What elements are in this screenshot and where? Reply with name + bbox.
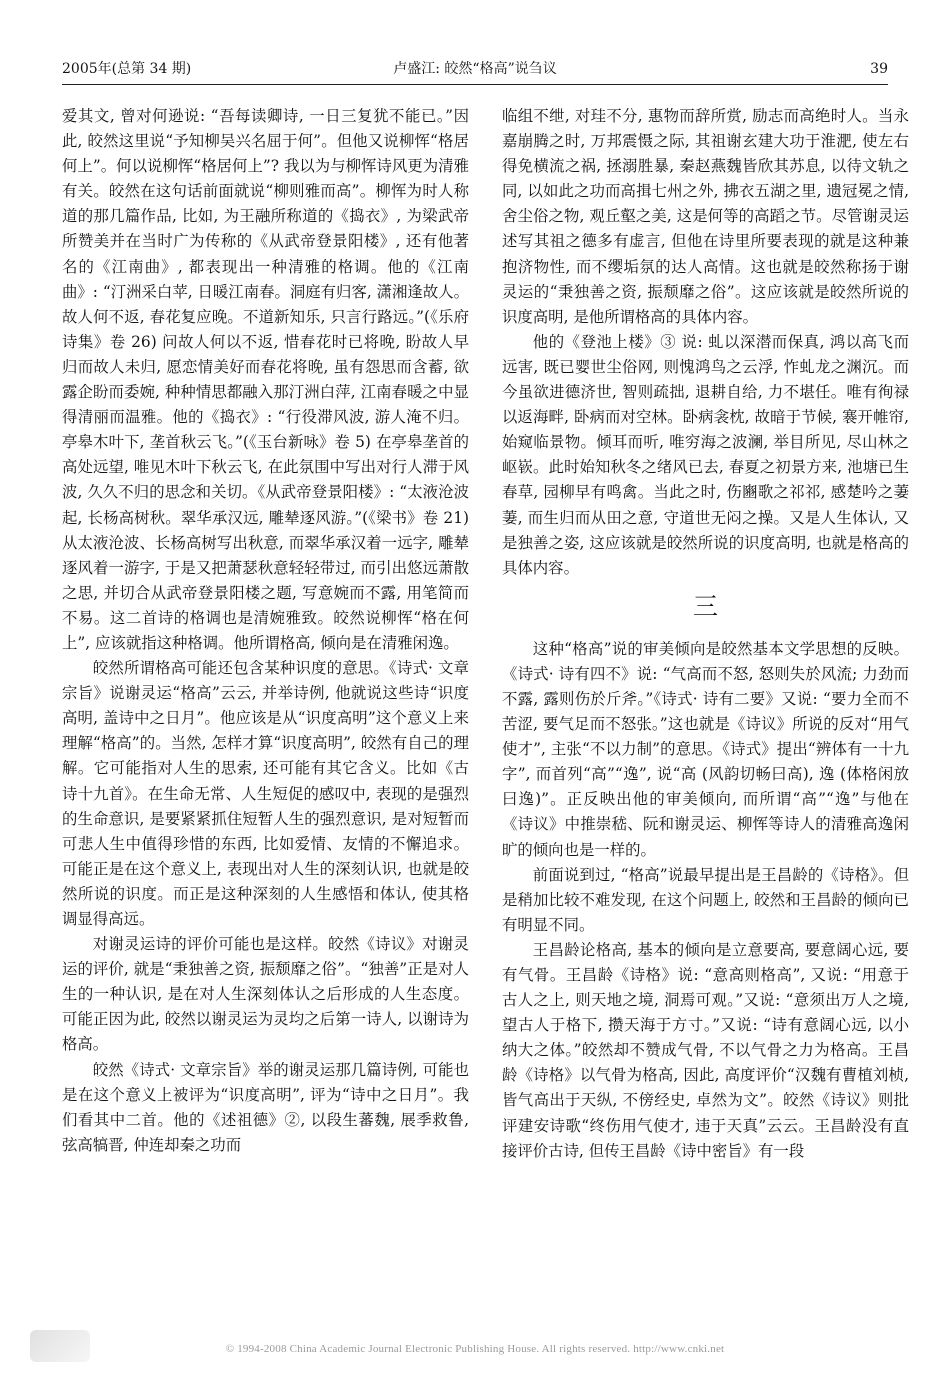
paragraph: 他的《登池上楼》③ 说: 虬以深潜而保真, 鸿以高飞而远害, 既已婴世尘俗网, 则愧鸿鸟之云浮, 怍虬龙之渊沉。而今虽欲进德济世, 智则疏拙, 退耕自给, 力不堪任。唯有徇禄以返海畔, 卧病而对空林。卧病衾枕, 故暗于节候, 褰开帷帘, 始窥临景物。倾耳而听, 唯穷海之波澜, 举目所见, 尽山林之岖嵚。此时始知秋冬之绪风已去, 春夏之初景方来, 池塘已生春草, 园柳早有鸣禽。当此之时, 伤豳歌之祁祁, 感楚吟之萋萋, 而生归而从田之意, 守道世无闷之操。又是人生体认, 又是独善之姿, 这应该就是皎然所说的识度高明, 也就是格高的具体内容。 — [502, 332, 909, 577]
section-heading: 三 — [692, 591, 718, 621]
paragraph: 对谢灵运诗的评价可能也是这样。皎然《诗议》对谢灵运的评价, 就是“秉独善之资, 振颓靡之俗”。“独善”正是对人生的一种认识, 是在对人生深刻体认之后形成的人生态度。可能正因为此, 皎然以谢灵运为灵均之后第一诗人, 以谢诗为格高。 — [62, 935, 469, 1054]
page-number: 39 — [870, 61, 888, 77]
journal-issue: 2005年(总第 34 期) — [62, 61, 192, 77]
right-column-upper — [502, 104, 909, 581]
paragraph: 皎然《诗式· 文章宗旨》举的谢灵运那几篇诗例, 可能也是在这个意义上被评为“识度高明”, 评为“诗中之日月”。我们看其中二首。他的《述祖德》②, 以段生蕃魏, 展季救鲁, 弦高犒晋, 仲连却秦之功而 — [62, 1060, 469, 1154]
header-rule — [62, 84, 888, 85]
right-column-lower — [502, 637, 909, 1164]
paragraph: 皎然所谓格高可能还包含某种识度的意思。《诗式· 文章宗旨》说谢灵运“格高”云云, 并举诗例, 他就说这些诗“识度高明, 盖诗中之日月”。他应该是从“识度高明”这个意义上来理解“格高”的。当然, 怎样才算“识度高明”, 皎然有自己的理解。它可能指对人生的思索, 还可能有其它含义。比如《古诗十九首》。在生命无常、人生短促的感叹中, 表现的是强烈的生命意识, 是要紧紧抓住短暂人生的强烈意识, 是对短暂而可悲人生中值得珍惜的东西, 比如爱情、友情的不懈追求。可能正是在这个意义上, 表现出对人生的深刻认识, 也就是皎然所说的识度。而正是这种深刻的人生感悟和体认, 使其格调显得高远。 — [62, 659, 469, 928]
continued-paragraph: 临组不绁, 对珪不分, 惠物而辞所赏, 励志而高绝时人。当永嘉崩腾之时, 万邦震慑之际, 其祖谢玄建大功于淮淝, 使左右得免横流之祸, 拯溺胜暴, 秦赵燕魏皆欣其苏息, 以待文轨之同, 以如此之功而高揖七州之外, 拂衣五湖之里, 遗冠冕之情, 舍尘俗之物, 观丘壑之美, 这是何等的高蹈之节。尽管谢灵运述写其祖之德多有虚言, 但他在诗里所要表现的就是这种兼抱济物性, 而不缨垢氛的达人高情。这也就是皎然称扬于谢灵运的“秉独善之资, 振颓靡之俗”。这应该就是皎然所说的识度高明, 是他所谓格高的具体内容。 — [502, 107, 909, 326]
paragraph: 前面说到过, “格高”说最早提出是王昌龄的《诗格》。但是稍加比较不难发现, 在这个问题上, 皎然和王昌龄的倾向已有明显不同。 — [502, 865, 909, 934]
article-running-title: 卢盛江: 皎然“格高”说刍议 — [393, 61, 557, 77]
left-column — [62, 104, 469, 1350]
running-header — [62, 58, 888, 80]
continued-paragraph: 爱其文, 曾对何逊说: “吾每读卿诗, 一日三复犹不能已。”因此, 皎然这里说“予知柳吴兴名屈于何”。但他又说柳恽“格居何上”。何以说柳恽“格居何上”? 我以为与柳恽诗风更为清雅有关。皎然在这句话前面就说“柳则雅而高”。柳恽为时人称道的那几篇作品, 比如, 为王融所称道的《捣衣》, 为梁武帝所赞美并在当时广为传称的《从武帝登景阳楼》, 还有他著名的《江南曲》, 都表现出一种清雅的格调。他的《江南曲》: “汀洲采白苹, 日暖江南春。洞庭有归客, 潇湘逢故人。故人何不返, 春花复应晚。不道新知乐, 只言行路远。”(《乐府诗集》卷 26) 问故人何以不返, 惜春花时已将晚, 盼故人早归而故人未归, 愿恋情美好而春花将晚, 虽有怨思而含蓄, 欲露企盼而委婉, 种种情思都融入那汀洲白萍, 江南春暖之中显得清丽而温雅。他的《捣衣》: “行役滞风波, 游人淹不归。亭皋木叶下, 垄首秋云飞。”(《玉台新咏》卷 5) 在亭皋垄首的高处远望, 唯见木叶下秋云飞, 在此氛围中写出对行人滞于风波, 久久不归的思念和关切。《从武帝登景阳楼》: “太液沧波起, 长杨高树秋。翠华承汉远, 雕辇逐风游。”(《梁书》卷 21) 从太液沧波、长杨高树写出秋意, 而翠华承汉着一远字, 雕辇逐风着一游字, 于是又把萧瑟秋意轻轻带过, 而引出悠远萧散之思, 并切合从武帝登景阳楼之题, 写意婉而不露, 用笔简而不易。这二首诗的格调也是清婉雅致。皎然说柳恽“格在何上”, 应该就指这种格调。他所谓格高, 倾向是在清雅闲逸。 — [62, 107, 469, 652]
paragraph: 这种“格高”说的审美倾向是皎然基本文学思想的反映。《诗式· 诗有四不》说: “气高而不怒, 怒则失於风流; 力劲而不露, 露则伤於斤斧。”《诗式· 诗有二要》又说: “要力全而不苦涩, 要气足而不怒张。”这也就是《诗议》所说的反对“用气使才”, 主张“不以力制”的意思。《诗式》提出“辨体有一十九字”, 而首列“高”“逸”, 说“高 (风韵切畅曰高), 逸 (体格闲放曰逸)”。正反映出他的审美倾向, 而所谓“高”“逸”与他在《诗议》中推崇嵇、阮和谢灵运、柳恽等诗人的清雅高逸闲旷的倾向也是一样的。 — [502, 639, 909, 859]
paragraph: 王昌龄论格高, 基本的倾向是立意要高, 要意阔心远, 要有气骨。王昌龄《诗格》说: “意高则格高”, 又说: “用意于古人之上, 则天地之境, 洞焉可观。”又说: “意须出万人之境, 望古人于格下, 攒天海于方寸。”又说: “诗有意阔心远, 以小纳大之体。”皎然却不赞成气骨, 不以气骨之力为格高。王昌龄《诗格》以气骨为格高, 因此, 高度评价“汉魏有曹植刘桢, 皆气高出于天纵, 不傍经史, 卓然为文”。皎然《诗议》则批评建安诗歌“终伤用气使才, 违于天真”云云。王昌龄没有直接评价古诗, 但传王昌龄《诗中密旨》有一段 — [502, 940, 909, 1160]
copyright-footer: © 1994-2008 China Academic Journal Electronic Publishing House. All rights reserved. http://www.cnki.net — [225, 1343, 725, 1355]
right-column — [502, 104, 909, 1350]
